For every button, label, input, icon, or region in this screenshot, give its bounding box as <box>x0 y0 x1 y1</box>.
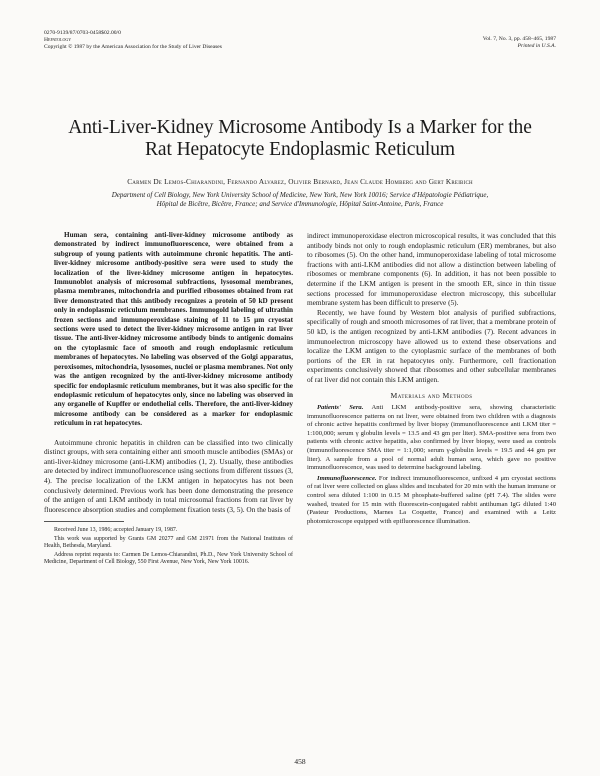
footnote-support: This work was supported by Grants GM 20277 and GM 21971 from the National Institutes of Health, Bethesda, Maryland. <box>44 535 293 550</box>
footnote-rule <box>44 521 124 522</box>
footnotes <box>44 527 293 566</box>
footnote-received: Received June 13, 1986; accepted January 19, 1987. <box>54 527 178 534</box>
patients-sera-paragraph <box>307 404 556 473</box>
title-line-2: Rat Hepatocyte Endoplasmic Reticulum <box>145 139 455 160</box>
patients-sera-text: Anti LKM antibody-positive sera, showing characteristic immunofluorescence patterns on rat liver, were obtained from two children with a diagnosis of chronic active hepatitis confirmed by liver biopsy (immunofluorescence anti LKM titer = 1:100,000; serum γ globulin levels = 13.5 and 43 gm per liter). SMA-positive sera from two patients with chronic active hepatitis, also confirmed by liver biopsy, were used as controls (immunofluorescence SMA titer = 1:1,000; serum γ-globulin levels = 19.5 and 44 gm per liter). A sample from a pool of normal adult human sera, which gave no positive immunofluorescence, was used to determine background labeling. <box>307 404 556 472</box>
article-title <box>44 117 556 161</box>
right-paragraph-2: Recently, we have found by Western blot analysis of purified subfractions, specifically of rough and smooth microsomes of rat liver, that a membrane protein of 50 kD, is the antigen recognized by anti-LKM antibodies (7). Recent advances in immunoelectron microscopy have allowed us to extend these observations and localize the LKM antigen to the cytoplasmic surface of the membranes of both portions of the ER in rat hepatocytes only. Furthermore, cell fractionation experiments conclusively showed that ribosomes and other subcellular membranes of rat liver did not contain this LKM antigen. <box>307 307 556 384</box>
issn-code: 0270-9139/87/0703-0458$02.00/0 <box>44 30 121 36</box>
copyright-line: Copyright © 1987 by the American Association for the Study of Liver Diseases <box>44 44 222 50</box>
volume-info: Vol. 7, No. 3, pp. 458–465, 1987 <box>482 36 556 42</box>
page-number: 458 <box>294 757 306 766</box>
immunofluorescence-paragraph <box>307 475 556 527</box>
right-column <box>307 231 556 567</box>
abstract: Human sera, containing anti-liver-kidney microsome antibody as demonstrated by indirect immunofluorescence, were obtained from a subgroup of young patients with autoimmune chronic hepatitis. The anti-liver-kidney microsome antibody-positive sera were used to study the localization of the liver-kidney microsome antigen in hepatocytes. Immunoblot analysis of microsomal subfractions, lysosomal membranes, plasma membranes, mitochondria and purified ribosomes obtained from rat liver demonstrated that this antibody recognizes a protein of 50 kD present only in endoplasmic reticulum membranes. Immunogold labeling of ultrathin frozen sections and immunoperoxidase staining of 11 to 15 μm cryostat sections were used to detect the liver-kidney microsome antigen in rat liver tissue. The anti-liver-kidney microsome antibody binds to antigenic domains on the cytoplasmic face of smooth and rough endoplasmic reticulum membranes of hepatocytes. No labeling was observed of the Golgi apparatus, peroxisomes, mitochondria, lysosomes, nuclei or plasma membranes. Not only was the antigen recognized by the anti-liver-kidney microsome antibody specific for endoplasmic reticulum membranes, but it was also specific for the endoplasmic reticulum of hepatocytes only, since no labeling was observed in any organelle of Kupffer or endothelial cells. Therefore, the anti-liver-kidney microsome antibody can be considered as a marker for endoplasmic reticulum in rat hepatocytes. <box>54 231 293 428</box>
intro-paragraph: Autoimmune chronic hepatitis in children can be classified into two clinically distinct groups, with sera containing either anti smooth muscle antibodies (SMAs) or anti-liver-kidney microsome (anti-LKM) antibodies (1, 2). Usually, these antibodies are detected by indirect immunofluorescence using sections from different tissues (3, 4). The precise localization of the LKM antigen in hepatocytes has not been conclusively determined. Previous work has been done demonstrating the presence of the antigen of anti LKM antibody in total microsomal fractions from rat liver by fluorescence absorption studies and complement fixation tests (3, 5). On the basis of <box>44 437 293 514</box>
left-column <box>44 231 293 567</box>
immunofluorescence-label: Immunofluorescence. <box>317 474 377 482</box>
patients-sera-label: Patients' Sera. <box>317 404 364 412</box>
footnote-reprints: Address reprint requests to: Carmen De Lemos-Chiarandini, Ph.D., New York University School of Medicine, Department of Cell Biology, 550 First Avenue, New York, New York 10016. <box>44 551 293 565</box>
author-list: Carmen De Lemos-Chiarandini, Fernando Alvarez, Olivier Bernard, Jean Claude Homberg and Gert Kreibich <box>127 177 473 186</box>
affiliations: Department of Cell Biology, New York University School of Medicine, New York, New York 10016; Service d'Hépatologie Pédiatrique, Hôpital de Bicêtre, Bicêtre, France; and Service d'Immunologie, Hôpital Saint-Antoine, Paris, France <box>111 191 489 208</box>
journal-name: Hepatology <box>44 37 72 43</box>
running-header <box>44 30 556 51</box>
body-columns <box>44 231 556 567</box>
right-paragraph-1: indirect immunoperoxidase electron microscopical results, it was concluded that this antibody binds not only to rough endoplasmic reticulum (ER) membranes, but also to ribosomes (5). On the other hand, immunoperoxidase labeling of total microsome fractions with anti-LKM antibodies did not allow a distinction between labeling of ribosomes or membrane components (6). In addition, it has not been possible to determine if the LKM antigen is present in the smooth ER, since in thin tissue sections processed for immunoperoxidase electron microscopy, this subcellular membrane system has been difficult to preserve (5). <box>307 231 556 308</box>
header-left <box>44 30 222 51</box>
title-line-1: Anti-Liver-Kidney Microsome Antibody Is a Marker for the <box>68 117 532 138</box>
methods-heading: Materials and Methods <box>390 390 473 400</box>
printed-in: Printed in U.S.A. <box>517 43 556 49</box>
immunofluorescence-text: For indirect immunofluorescence, unfixed 4 μm cryostat sections of rat liver were collected on glass slides and incubated for 20 min with the human immune or control sera diluted 1:100 in 0.15 M phosphate-buffered saline (pH 7.4). The slides were washed, treated for 15 min with fluorescein-conjugated rabbit antihuman IgG diluted 1:40 (Pasteur Productions, Marnes La Coquette, France) and examined with a Leitz photomicroscope equipped with epifluorescence illumination. <box>307 474 556 525</box>
header-right <box>483 36 556 51</box>
